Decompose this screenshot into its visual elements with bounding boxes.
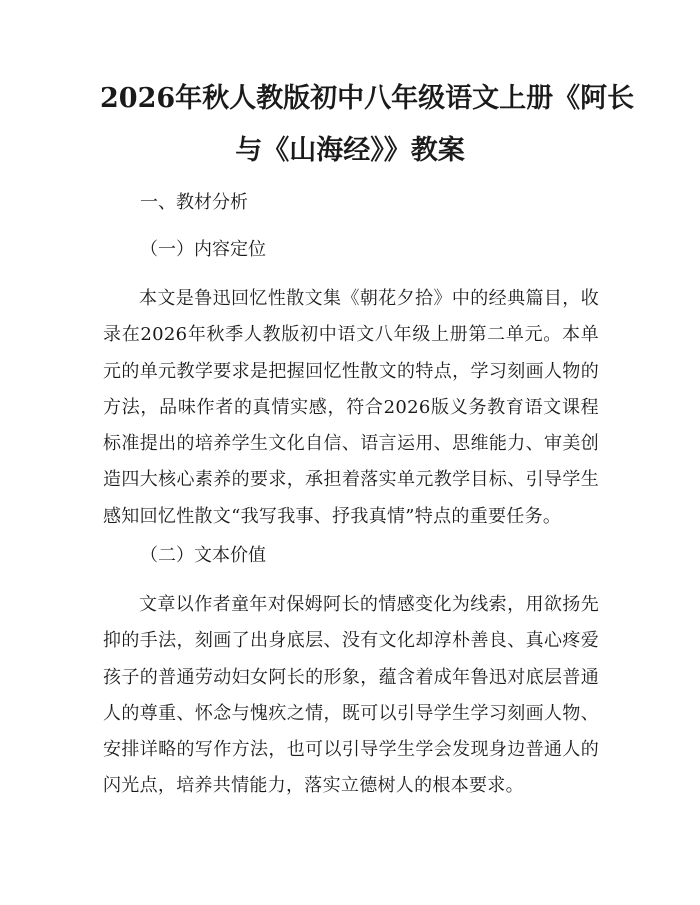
paragraph-content-positioning: 本文是鲁迅回忆性散文集《朝花夕拾》中的经典篇目，收录在2026年秋季人教版初中语文八年级上册第二单元。本单元的单元教学要求是把握回忆性散文的特点，学习刻画人物的方法，品味作者的真情实感，符合2026版义务教育语文课程标准提出的培养学生文化自信、语言运用、思维能力、审美创造四大核心素养的要求，承担着落实单元教学目标、引导学生感知回忆性散文“我写我事、抒我真情”特点的重要任务。: [103, 288, 599, 527]
section-heading-textbook-analysis: 一、教材分析: [140, 192, 248, 213]
document-title-line-2: 与《山海经》》教案: [235, 135, 465, 166]
subsection-heading-text-value: （二）文本价值: [140, 545, 266, 566]
subsection-heading-content-positioning: （一）内容定位: [140, 239, 266, 260]
paragraph-text-value: 文章以作者童年对保姆阿长的情感变化为线索，用欲扬先抑的手法，刻画了出身底层、没有文化却淳朴善良、真心疼爱孩子的普通劳动妇女阿长的形象，蕴含着成年鲁迅对底层普通人的尊重、怀念与愧疚之情，既可以引导学生学习刻画人物、安排详略的写作方法，也可以引导学生学会发现身边普通人的闪光点，培养共情能力，落实立德树人的根本要求。: [103, 594, 599, 797]
document-title-line-1: 2026年秋人教版初中八年级语文上册《阿长: [100, 83, 635, 114]
